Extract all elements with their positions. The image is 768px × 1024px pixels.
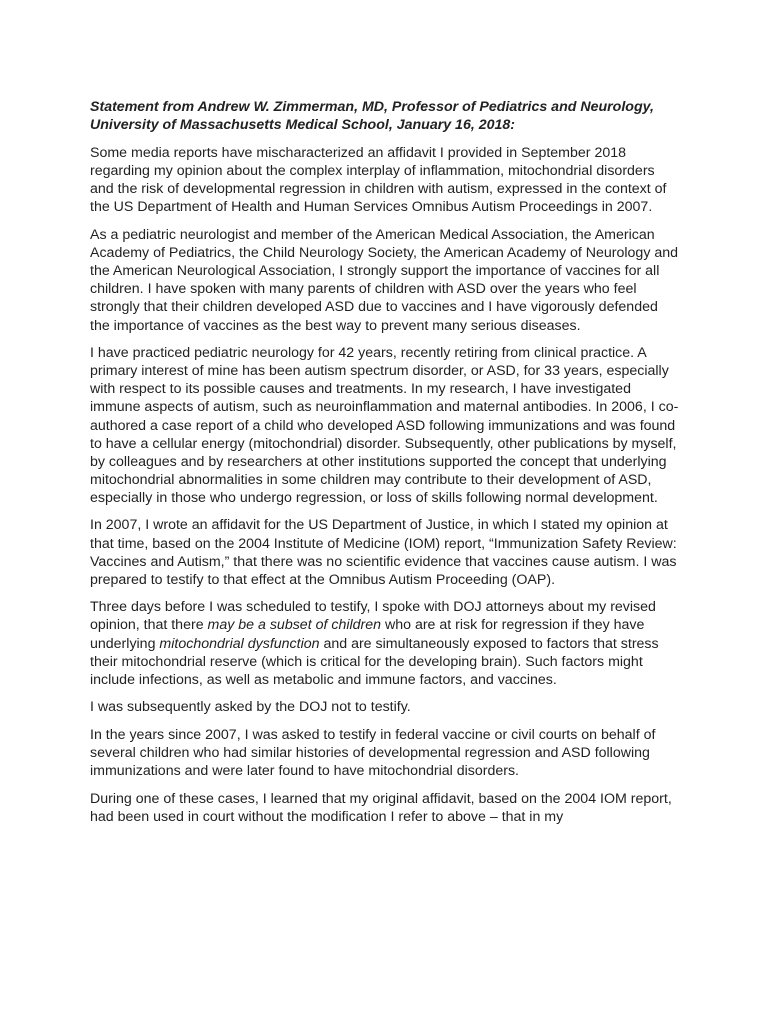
paragraph-5 bbox=[90, 598, 680, 688]
statement-heading: Statement from Andrew W. Zimmerman, MD, Professor of Pediatrics and Neurology, University of Massachusetts Medical School, January 16, 2018: bbox=[90, 99, 654, 134]
paragraph-2: As a pediatric neurologist and member of the American Medical Association, the American Academy of Pediatrics, the Child Neurology Society, the American Academy of Neurology and the American Neurological Association, I strongly support the importance of vaccines for all children. I have spoken with many parents of children with ASD over the years who feel strongly that their children developed ASD due to vaccines and I have vigorously defended the importance of vaccines as the best way to prevent many serious diseases. bbox=[90, 227, 679, 334]
paragraph-5-part-2: who are at risk for regression if they have underlying bbox=[90, 617, 645, 652]
paragraph-5-part-3: and are simultaneously exposed to factors that stress their mitochondrial reserve (which is critical for the developing brain). Such factors might include infections, as well as metabolic and immune factors, and vaccines. bbox=[90, 635, 659, 688]
paragraph-5-emphasis-1: may be a subset of children bbox=[207, 617, 382, 634]
paragraph-8: During one of these cases, I learned that my original affidavit, based on the 2004 IOM report, had been used in court without the modification I refer to above – that in my bbox=[90, 790, 672, 825]
paragraph-1: Some media reports have mischaracterized an affidavit I provided in September 2018 regarding my opinion about the complex interplay of inflammation, mitochondrial disorders and the risk of developmental regression in children with autism, expressed in the context of the US Department of Health and Human Services Omnibus Autism Proceedings in 2007. bbox=[90, 145, 667, 216]
paragraph-6: I was subsequently asked by the DOJ not to testify. bbox=[90, 699, 411, 716]
paragraph-5-part-1: Three days before I was scheduled to testify, I spoke with DOJ attorneys about my revised opinion, that there bbox=[90, 599, 656, 634]
paragraph-4: In 2007, I wrote an affidavit for the US Department of Justice, in which I stated my opinion at that time, based on the 2004 Institute of Medicine (IOM) report, “Immunization Safety Review: Vaccines and Autism,” that there was no scientific evidence that vaccines cause autism. I was prepared to testify to that effect at the Omnibus Autism Proceeding (OAP). bbox=[90, 517, 677, 588]
document-page bbox=[90, 98, 680, 835]
paragraph-3: I have practiced pediatric neurology for 42 years, recently retiring from clinical practice. A primary interest of mine has been autism spectrum disorder, or ASD, for 33 years, especially with respect to its possible causes and treatments. In my research, I have investigated immune aspects of autism, such as neuroinflammation and maternal antibodies. In 2006, I co-authored a case report of a child who developed ASD following immunizations and was found to have a cellular energy (mitochondrial) disorder. Subsequently, other publications by myself, by colleagues and by researchers at other institutions supported the concept that underlying mitochondrial abnormalities in some children may contribute to their development of ASD, especially in those who undergo regression, or loss of skills following normal development. bbox=[90, 345, 679, 506]
paragraph-7: In the years since 2007, I was asked to testify in federal vaccine or civil courts on behalf of several children who had similar histories of developmental regression and ASD following immunizations and were later found to have mitochondrial disorders. bbox=[90, 726, 656, 780]
paragraph-5-emphasis-2: mitochondrial dysfunction bbox=[159, 635, 320, 652]
